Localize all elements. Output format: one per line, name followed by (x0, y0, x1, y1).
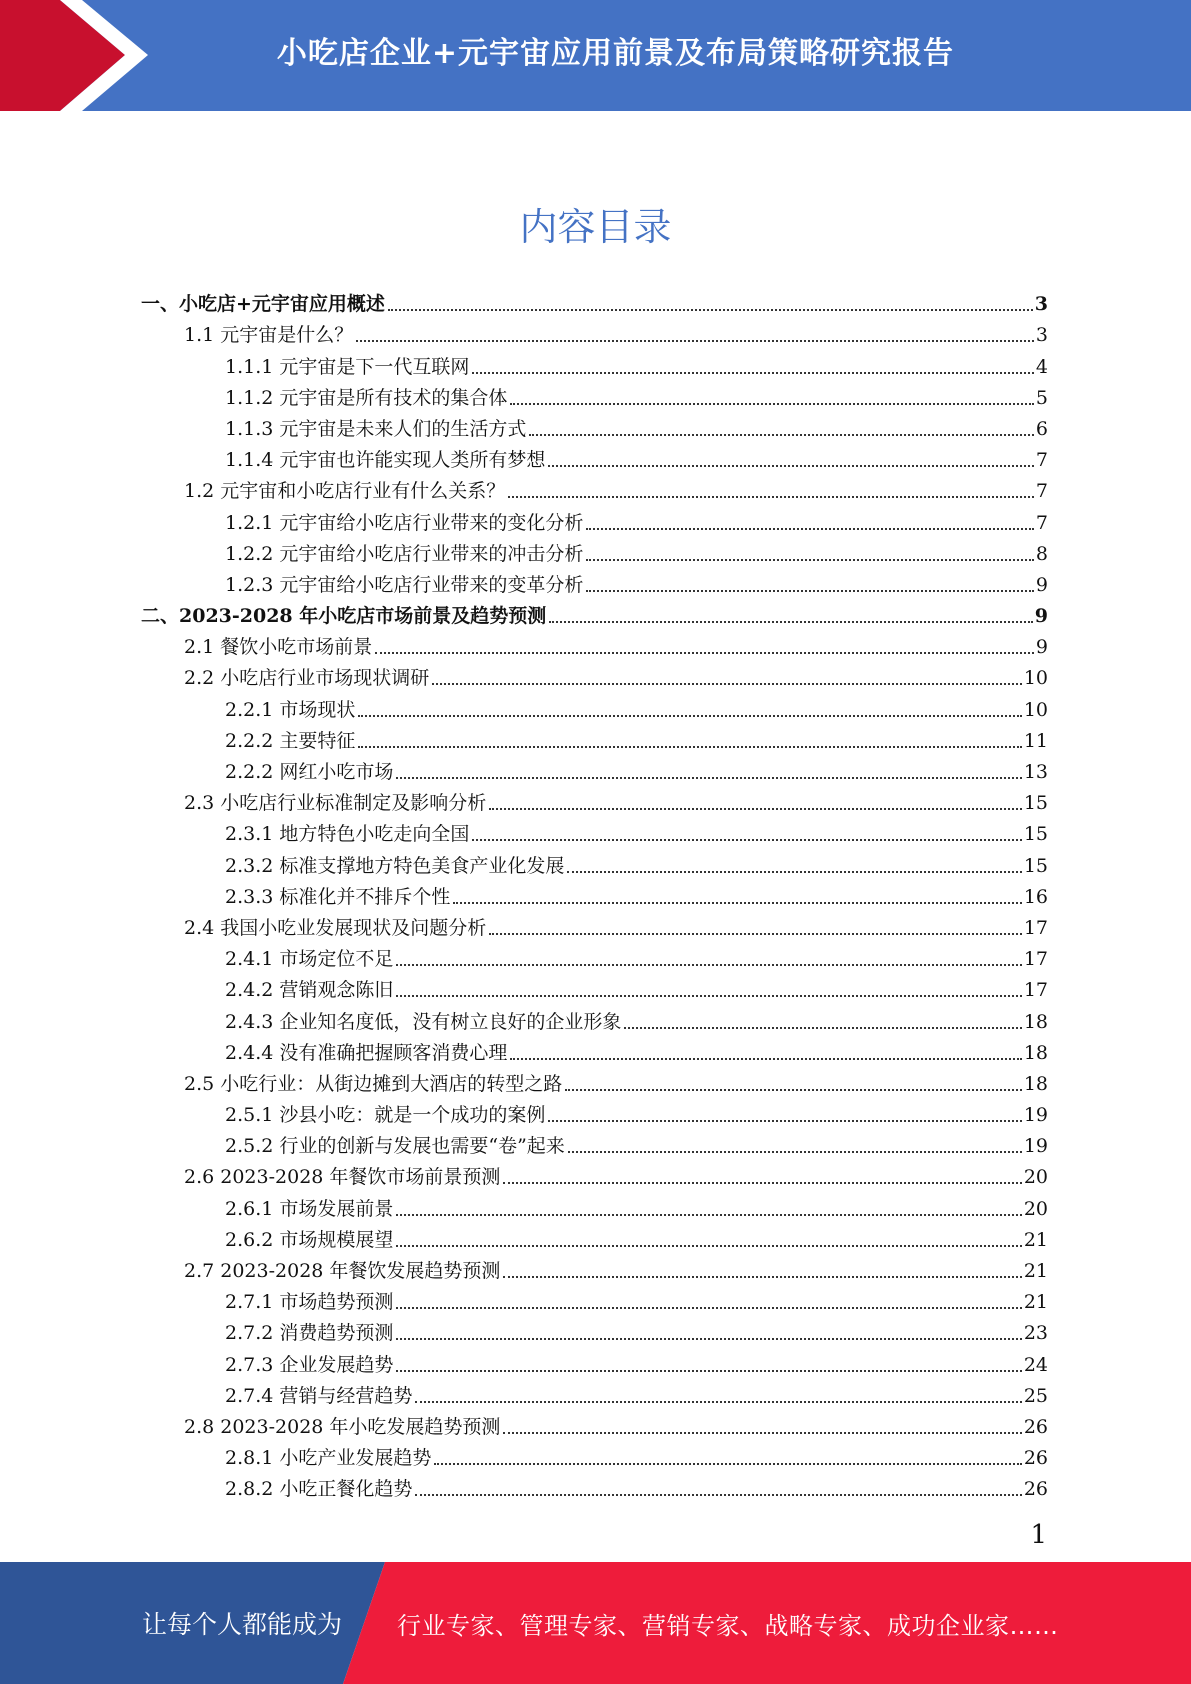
toc-dot-leader (489, 808, 1022, 810)
toc-dot-leader (548, 1120, 1021, 1122)
toc-entry-label: 一、小吃店+元宇宙应用概述 (141, 293, 385, 316)
toc-subsection-entry[interactable] (141, 379, 1048, 410)
toc-dot-leader (586, 559, 1034, 561)
toc-dot-leader (396, 964, 1021, 966)
toc-entry-label: 2.3.2 标准支撑地方特色美食产业化发展 (225, 854, 565, 877)
toc-section-entry[interactable] (141, 472, 1048, 503)
toc-subsection-entry[interactable] (141, 1314, 1048, 1345)
toc-subsection-entry[interactable] (141, 1221, 1048, 1252)
toc-subsection-entry[interactable] (141, 347, 1048, 378)
report-title: 小吃店企业+元宇宙应用前景及布局策略研究报告 (276, 36, 955, 71)
toc-dot-leader (415, 1401, 1021, 1403)
toc-entry-label: 1.2.1 元宇宙给小吃店行业带来的变化分析 (225, 511, 584, 534)
toc-subsection-entry[interactable] (141, 410, 1048, 441)
toc-entry-page: 8 (1035, 542, 1048, 565)
toc-entry-label: 2.8 2023-2028 年小吃发展趋势预测 (184, 1415, 501, 1438)
toc-entry-page: 10 (1023, 698, 1048, 721)
toc-dot-leader (503, 1182, 1021, 1184)
toc-entry-label: 2.4.3 企业知名度低，没有树立良好的企业形象 (225, 1010, 622, 1033)
toc-entry-page: 7 (1035, 511, 1048, 534)
toc-entry-page: 21 (1023, 1228, 1048, 1251)
toc-entry-label: 2.2.2 主要特征 (225, 729, 356, 752)
toc-dot-leader (565, 1089, 1022, 1091)
toc-entry-page: 18 (1023, 1010, 1048, 1033)
toc-entry-page: 5 (1035, 386, 1048, 409)
toc-heading: 内容目录 (519, 205, 672, 249)
toc-dot-leader (529, 434, 1034, 436)
toc-subsection-entry[interactable] (141, 846, 1048, 877)
header-red-block (0, 0, 125, 111)
toc-subsection-entry[interactable] (141, 1377, 1048, 1408)
toc-entry-label: 2.4 我国小吃业发展现状及问题分析 (184, 916, 487, 939)
toc-subsection-entry[interactable] (141, 1470, 1048, 1501)
toc-entry-page: 15 (1023, 823, 1048, 846)
toc-section-entry[interactable] (141, 1065, 1048, 1096)
toc-entry-page: 16 (1023, 885, 1048, 908)
toc-entry-label: 1.2.3 元宇宙给小吃店行业带来的变革分析 (225, 573, 584, 596)
toc-dot-leader (586, 528, 1034, 530)
toc-entry-label: 2.2.2 网红小吃市场 (225, 761, 394, 783)
toc-section-entry[interactable] (141, 1408, 1048, 1439)
toc-dot-leader (396, 1338, 1021, 1340)
toc-entry-label: 2.8.2 小吃正餐化趋势 (225, 1478, 413, 1501)
toc-entry-page: 19 (1023, 1135, 1048, 1158)
toc-subsection-entry[interactable] (141, 1002, 1048, 1033)
toc-dot-leader (375, 652, 1034, 654)
toc-subsection-entry[interactable] (141, 940, 1048, 971)
toc-dot-leader (510, 403, 1034, 405)
toc-entry-label: 1.1.1 元宇宙是下一代互联网 (225, 355, 470, 378)
toc-entry-label: 2.4.2 营销观念陈旧 (225, 979, 394, 1002)
toc-entry-label: 2.5.1 沙县小吃：就是一个成功的案例 (225, 1104, 546, 1127)
toc-entry-label: 2.4.4 没有准确把握顾客消费心理 (225, 1041, 508, 1064)
toc-entry-page: 20 (1023, 1166, 1048, 1189)
toc-entry-page: 21 (1023, 1291, 1048, 1314)
toc-entry-label: 2.7.4 营销与经营趋势 (225, 1384, 413, 1407)
toc-subsection-entry[interactable] (141, 1127, 1048, 1158)
toc-entry-label: 2.1 餐饮小吃市场前景 (184, 636, 373, 659)
toc-dot-leader (434, 1463, 1021, 1465)
toc-section-entry[interactable] (141, 1252, 1048, 1283)
toc-subsection-entry[interactable] (141, 1439, 1048, 1470)
toc-subsection-entry[interactable] (141, 815, 1048, 846)
toc-entry-page: 20 (1023, 1197, 1048, 1220)
toc-entry-label: 二、2023-2028 年小吃店市场前景及趋势预测 (141, 605, 547, 628)
toc-dot-leader (624, 1027, 1021, 1029)
toc-subsection-entry[interactable] (141, 753, 1048, 784)
toc-entry-page: 6 (1035, 417, 1048, 440)
toc-entry-page: 24 (1023, 1353, 1048, 1376)
toc-entry-label: 2.3.3 标准化并不排斥个性 (225, 885, 451, 908)
toc-section-entry[interactable] (141, 1158, 1048, 1189)
toc-entry-page: 19 (1023, 1104, 1048, 1127)
toc-entry-page: 7 (1035, 449, 1048, 472)
toc-entry-page: 17 (1023, 979, 1048, 1002)
toc-entry-label: 2.5 小吃行业：从街边摊到大酒店的转型之路 (184, 1072, 563, 1095)
toc-entry-label: 1.2 元宇宙和小吃店行业有什么关系？ (184, 480, 506, 503)
toc-entry-page: 9 (1035, 573, 1048, 596)
toc-dot-leader (396, 1214, 1021, 1216)
toc-entry-page: 3 (1035, 324, 1048, 347)
toc-subsection-entry[interactable] (141, 1283, 1048, 1314)
toc-dot-leader (472, 839, 1021, 841)
toc-subsection-entry[interactable] (141, 722, 1048, 753)
toc-section-entry[interactable] (141, 316, 1048, 347)
toc-dot-leader (396, 1370, 1021, 1372)
toc-entry-label: 1.2.2 元宇宙给小吃店行业带来的冲击分析 (225, 542, 584, 565)
toc-dot-leader (396, 1307, 1021, 1309)
toc-dot-leader (356, 340, 1034, 342)
toc-entry-page: 3 (1034, 293, 1048, 316)
toc-dot-leader (388, 309, 1033, 311)
toc-dot-leader (472, 372, 1034, 374)
toc-entry-label: 1.1 元宇宙是什么？ (184, 324, 354, 347)
toc-dot-leader (358, 715, 1021, 717)
toc-dot-leader (489, 933, 1022, 935)
toc-dot-leader (358, 746, 1021, 748)
toc-subsection-entry[interactable] (141, 1189, 1048, 1220)
toc-entry-page: 10 (1023, 667, 1048, 690)
toc-subsection-entry[interactable] (141, 441, 1048, 472)
toc-entry-label: 2.3.1 地方特色小吃走向全国 (225, 823, 470, 846)
toc-entry-label: 2.2.1 市场现状 (225, 698, 356, 721)
table-of-contents (141, 285, 1048, 1501)
toc-dot-leader (415, 1494, 1021, 1496)
toc-entry-label: 2.7.2 消费趋势预测 (225, 1322, 394, 1345)
toc-subsection-entry[interactable] (141, 1096, 1048, 1127)
toc-entry-page: 15 (1023, 792, 1048, 815)
toc-subsection-entry[interactable] (141, 1034, 1048, 1065)
toc-entry-page: 9 (1034, 605, 1048, 628)
toc-entry-label: 1.1.3 元宇宙是未来人们的生活方式 (225, 417, 527, 440)
toc-subsection-entry[interactable] (141, 566, 1048, 597)
toc-dot-leader (453, 902, 1021, 904)
toc-entry-page: 15 (1023, 854, 1048, 877)
toc-dot-leader (549, 621, 1033, 623)
toc-entry-page: 9 (1035, 636, 1048, 659)
toc-entry-page: 26 (1023, 1415, 1048, 1438)
toc-entry-page: 17 (1023, 948, 1048, 971)
toc-entry-label: 2.6.1 市场发展前景 (225, 1197, 394, 1220)
toc-dot-leader (567, 871, 1021, 873)
toc-dot-leader (396, 777, 1021, 779)
toc-dot-leader (432, 683, 1022, 685)
header-banner (0, 0, 1191, 111)
toc-entry-label: 2.2 小吃店行业市场现状调研 (184, 667, 430, 690)
toc-entry-page: 7 (1035, 480, 1048, 503)
toc-subsection-entry[interactable] (141, 878, 1048, 909)
footer-slogan-right: 行业专家、管理专家、营销专家、战略专家、成功企业家…… (397, 1611, 1059, 1640)
toc-dot-leader (396, 1245, 1021, 1247)
toc-subsection-entry[interactable] (141, 971, 1048, 1002)
toc-entry-page: 18 (1023, 1041, 1048, 1064)
toc-section-entry[interactable] (141, 784, 1048, 815)
toc-entry-label: 2.7.3 企业发展趋势 (225, 1353, 394, 1376)
toc-entry-label: 1.1.2 元宇宙是所有技术的集合体 (225, 386, 508, 409)
toc-entry-page: 4 (1035, 355, 1048, 378)
toc-dot-leader (510, 1058, 1021, 1060)
toc-entry-label: 2.3 小吃店行业标准制定及影响分析 (184, 792, 487, 815)
toc-dot-leader (586, 590, 1034, 592)
toc-section-entry[interactable] (141, 628, 1048, 659)
toc-entry-page: 21 (1023, 1260, 1048, 1282)
toc-subsection-entry[interactable] (141, 535, 1048, 566)
toc-entry-page: 13 (1023, 761, 1048, 783)
toc-dot-leader (548, 465, 1034, 467)
toc-entry-page: 17 (1023, 916, 1048, 939)
toc-section-entry[interactable] (141, 909, 1048, 940)
toc-chapter-entry[interactable] (141, 597, 1048, 628)
toc-subsection-entry[interactable] (141, 1345, 1048, 1376)
toc-subsection-entry[interactable] (141, 503, 1048, 534)
toc-section-entry[interactable] (141, 659, 1048, 690)
footer-slogan-left: 让每个人都能成为 (142, 1610, 343, 1639)
toc-entry-label: 2.8.1 小吃产业发展趋势 (225, 1447, 432, 1470)
toc-entry-label: 2.6 2023-2028 年餐饮市场前景预测 (184, 1166, 501, 1189)
toc-entry-page: 25 (1023, 1384, 1048, 1407)
toc-entry-page: 23 (1023, 1322, 1048, 1345)
toc-dot-leader (508, 496, 1034, 498)
toc-entry-label: 2.7.1 市场趋势预测 (225, 1291, 394, 1314)
toc-dot-leader (568, 1151, 1022, 1153)
toc-subsection-entry[interactable] (141, 690, 1048, 721)
toc-entry-page: 18 (1023, 1072, 1048, 1095)
toc-entry-label: 2.6.2 市场规模展望 (225, 1228, 394, 1251)
footer-banner (0, 1562, 1191, 1684)
toc-entry-label: 1.1.4 元宇宙也许能实现人类所有梦想 (225, 449, 546, 472)
toc-entry-page: 26 (1023, 1478, 1048, 1501)
toc-entry-page: 11 (1023, 729, 1048, 752)
page-number: 1 (1030, 1520, 1047, 1550)
toc-entry-label: 2.5.2 行业的创新与发展也需要“卷”起来 (225, 1135, 565, 1158)
toc-chapter-entry[interactable] (141, 285, 1048, 316)
toc-dot-leader (503, 1432, 1021, 1434)
toc-dot-leader (396, 995, 1021, 997)
toc-entry-label: 2.4.1 市场定位不足 (225, 948, 394, 971)
toc-entry-label: 2.7 2023-2028 年餐饮发展趋势预测 (184, 1260, 501, 1282)
toc-dot-leader (503, 1276, 1021, 1278)
toc-entry-page: 26 (1023, 1447, 1048, 1470)
